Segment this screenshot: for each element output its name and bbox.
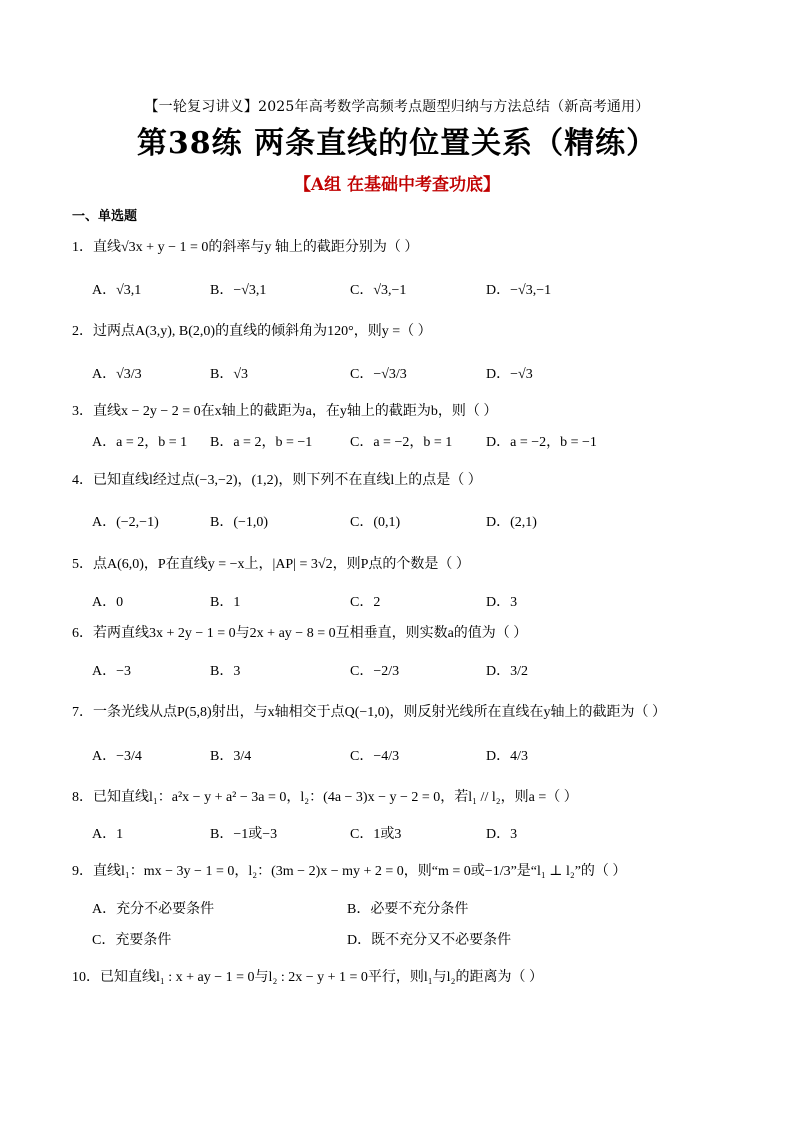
option-a: A．−3/4	[92, 749, 142, 764]
option-c: C．2	[350, 595, 381, 610]
question-2-stem: 2．过两点A(3,y), B(2,0)的直线的倾斜角为120°，则y =（ ）	[72, 324, 432, 339]
question-10-stem: 10．已知直线l₁ : x + ay − 1 = 0与l₂ : 2x − y + 1 = 0平行，则l₁与l₂的距离为（ ）	[72, 970, 543, 985]
option-b: B．−1或−3	[210, 827, 278, 842]
option-b: B．1	[210, 595, 241, 610]
option-a: A．1	[92, 827, 124, 842]
page-title: 第38练 两条直线的位置关系（精练）	[136, 126, 658, 161]
option-a: A．(−2,−1)	[92, 515, 159, 530]
option-d: D．既不充分又不必要条件	[347, 933, 512, 948]
option-a: A．a = 2，b = 1	[92, 435, 188, 450]
option-c: C．−4/3	[350, 749, 400, 764]
question-8-stem: 8．已知直线l₁：a²x − y + a² − 3a = 0，l₂：(4a − 3)x − y − 2 = 0，若l₁ // l₂，则a =（ ）	[72, 790, 578, 805]
group-heading: 【A组 在基础中考查功底】	[293, 175, 501, 195]
option-a: A．−3	[92, 664, 132, 679]
option-c: C．a = −2，b = 1	[350, 435, 453, 450]
option-c: C．−√3/3	[350, 367, 407, 382]
option-b: B．a = 2，b = −1	[210, 435, 313, 450]
option-b: B．(−1,0)	[210, 515, 269, 530]
option-d: D．4/3	[486, 749, 528, 764]
option-b: B．3/4	[210, 749, 252, 764]
option-a: A．充分不必要条件	[92, 902, 215, 917]
option-d: D．−√3	[486, 367, 533, 382]
question-9-stem: 9．直线l₁：mx − 3y − 1 = 0，l₂：(3m − 2)x − my + 2 = 0，则“m = 0或−1/3”是“l₁ ⊥ l₂”的（ ）	[72, 864, 627, 879]
question-4-stem: 4．已知直线l经过点(−3,−2)，(1,2)，则下列不在直线l上的点是（ ）	[72, 473, 482, 488]
option-c: C．1或3	[350, 827, 402, 842]
question-6-stem: 6．若两直线3x + 2y − 1 = 0与2x + ay − 8 = 0互相垂直，则实数a的值为（ ）	[72, 626, 528, 641]
question-7-stem: 7．一条光线从点P(5,8)射出，与x轴相交于点Q(−1,0)，则反射光线所在直线在y轴上的截距为（ ）	[72, 705, 666, 720]
option-b: B．必要不充分条件	[347, 902, 469, 917]
option-c: C．−2/3	[350, 664, 400, 679]
question-5-stem: 5．点A(6,0)，P在直线y = −x上，|AP| = 3√2，则P点的个数是（ ）	[72, 557, 470, 572]
question-1-stem: 1．直线√3x + y − 1 = 0的斜率与y 轴上的截距分别为（ ）	[72, 240, 419, 255]
option-c: C．(0,1)	[350, 515, 401, 530]
option-d: D．3	[486, 827, 518, 842]
option-d: D．(2,1)	[486, 515, 537, 530]
question-3-stem: 3．直线x − 2y − 2 = 0在x轴上的截距为a，在y轴上的截距为b，则（ ）	[72, 404, 498, 419]
option-d: D．3	[486, 595, 518, 610]
option-b: B．−√3,1	[210, 283, 267, 298]
option-d: D．−√3,−1	[486, 283, 552, 298]
option-c: C．√3,−1	[350, 283, 407, 298]
option-a: A．0	[92, 595, 124, 610]
section-heading: 一、单选题	[72, 209, 138, 224]
option-d: D．a = −2，b = −1	[486, 435, 597, 450]
option-d: D．3/2	[486, 664, 528, 679]
option-a: A．√3/3	[92, 367, 142, 382]
series-header: 【一轮复习讲义】2025年高考数学高频考点题型归纳与方法总结（新高考通用）	[144, 99, 650, 115]
option-a: A．√3,1	[92, 283, 142, 298]
option-b: B．√3	[210, 367, 249, 382]
option-c: C．充要条件	[92, 933, 172, 948]
option-b: B．3	[210, 664, 241, 679]
